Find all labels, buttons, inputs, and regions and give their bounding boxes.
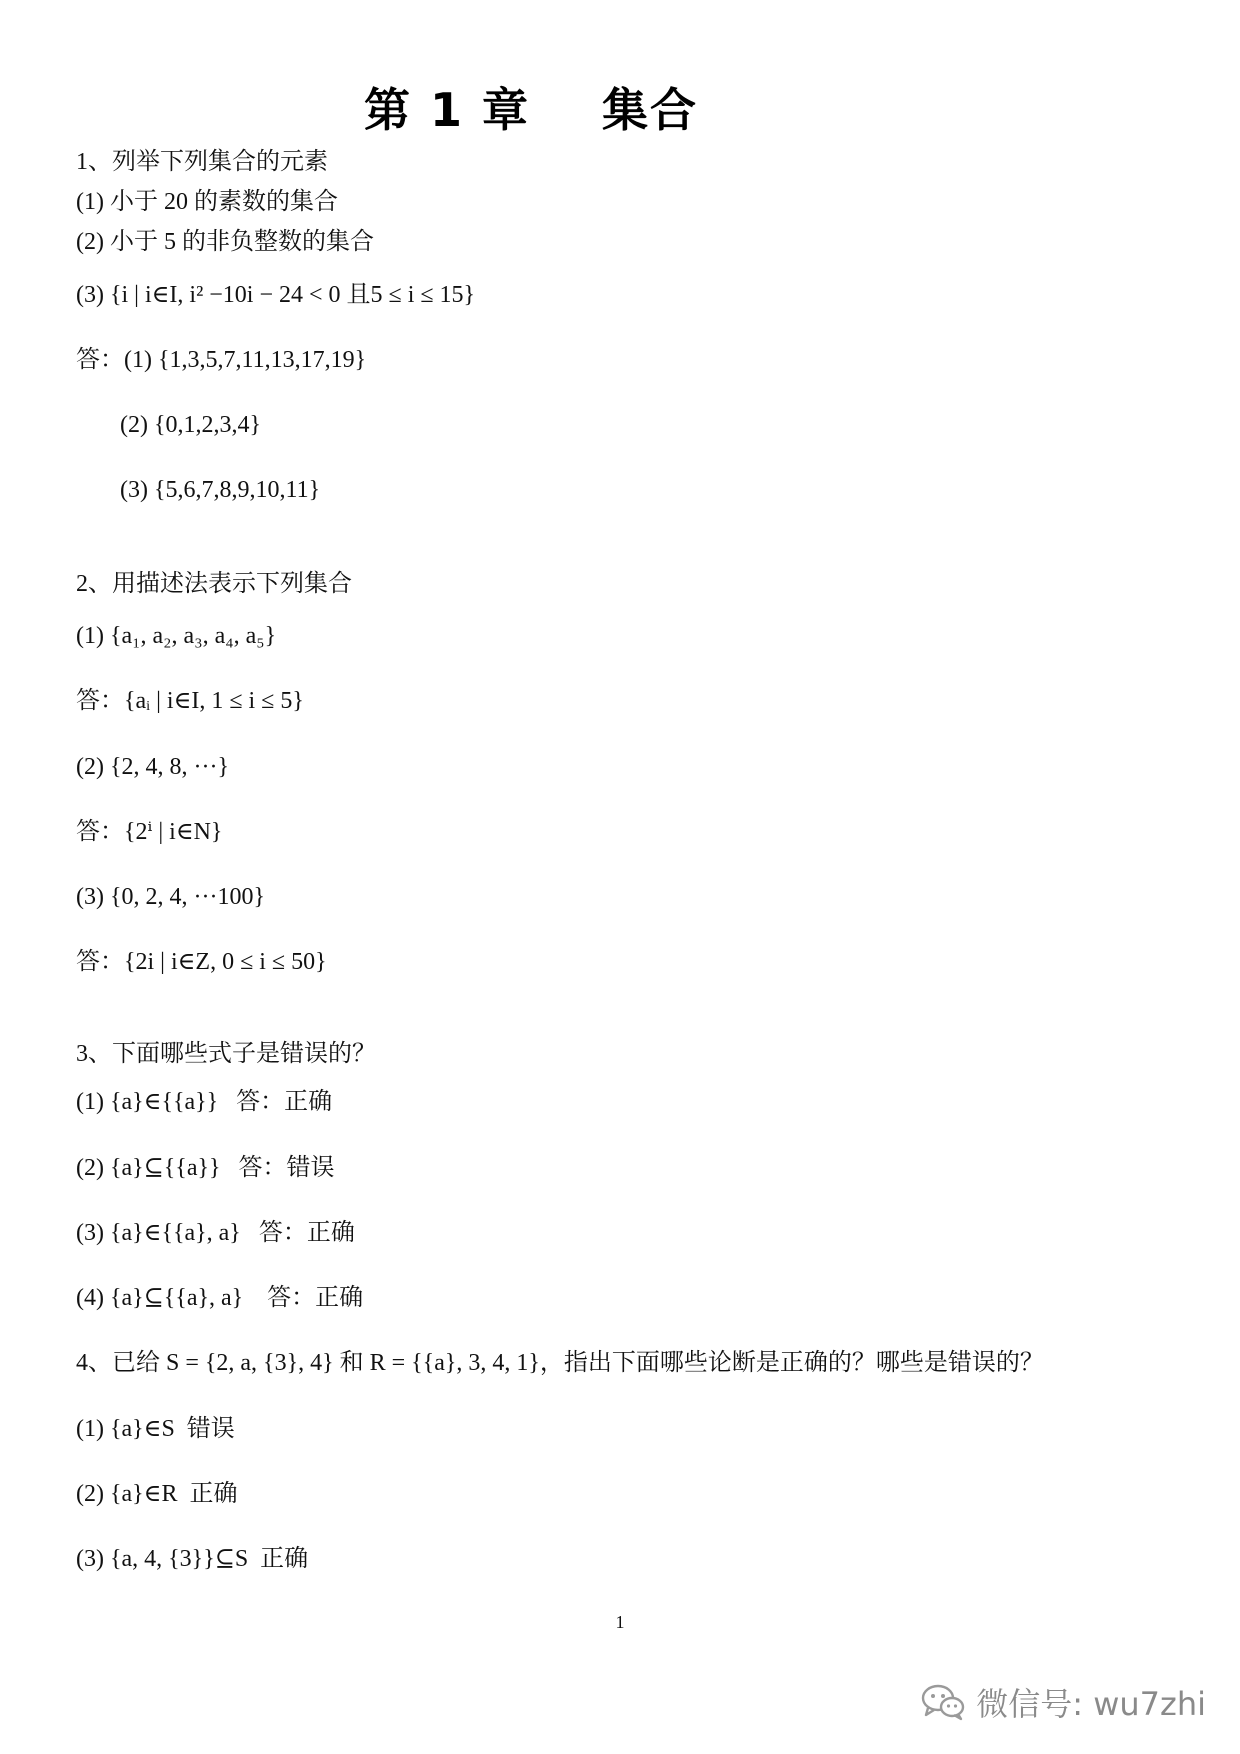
- watermark-text: 微信号: wu7zhi: [976, 1685, 1206, 1723]
- q1-answer: 答：(1) {1,3,5,7,11,13,17,19}: [76, 347, 367, 373]
- q1-item: (1) 小于 20 的素数的集合: [76, 189, 338, 215]
- q3-line: (4) {a}⊆{{a}, a} 答：正确: [76, 1285, 364, 1311]
- watermark: [920, 1680, 1206, 1724]
- q4-line: (2) {a}∈R 正确: [76, 1481, 238, 1507]
- q2-line: (3) {0, 2, 4, ···100}: [76, 884, 265, 910]
- q3-heading: 3、下面哪些式子是错误的？: [76, 1041, 376, 1067]
- q3-line: (2) {a}⊆{{a}} 答：错误: [76, 1155, 335, 1181]
- q2-line: 答：{2ⁱ | i∈N}: [76, 819, 223, 845]
- q3-line: (1) {a}∈{{a}} 答：正确: [76, 1089, 333, 1115]
- wechat-icon: [920, 1682, 966, 1722]
- q1-item: (3) {i | i∈I, i² −10i − 24 < 0 且5 ≤ i ≤ 15}: [76, 282, 476, 308]
- q1-heading: 1、列举下列集合的元素: [76, 149, 328, 175]
- chapter-title: 第 1 章 集合: [363, 83, 699, 137]
- q1-answer: (3) {5,6,7,8,9,10,11}: [120, 477, 321, 503]
- q4-line: (1) {a}∈S 错误: [76, 1416, 235, 1442]
- q2-line: 答：{aᵢ | i∈I, 1 ≤ i ≤ 5}: [76, 688, 304, 714]
- q2-line: (1) {a₁, a₂, a₃, a₄, a₅}: [76, 623, 277, 649]
- q2-line: 答：{2i | i∈Z, 0 ≤ i ≤ 50}: [76, 949, 327, 975]
- q3-line: (3) {a}∈{{a}, a} 答：正确: [76, 1220, 355, 1246]
- q4-heading: 4、已给 S = {2, a, {3}, 4} 和 R = {{a}, 3, 4, 1}，指出下面哪些论断是正确的？哪些是错误的？: [76, 1350, 1044, 1376]
- q4-line: (3) {a, 4, {3}}⊆S 正确: [76, 1546, 309, 1572]
- page-number: 1: [615, 1612, 625, 1632]
- q2-line: (2) {2, 4, 8, ···}: [76, 754, 229, 780]
- q2-heading: 2、用描述法表示下列集合: [76, 571, 352, 597]
- q1-answer: (2) {0,1,2,3,4}: [120, 412, 262, 438]
- q1-item: (2) 小于 5 的非负整数的集合: [76, 229, 374, 255]
